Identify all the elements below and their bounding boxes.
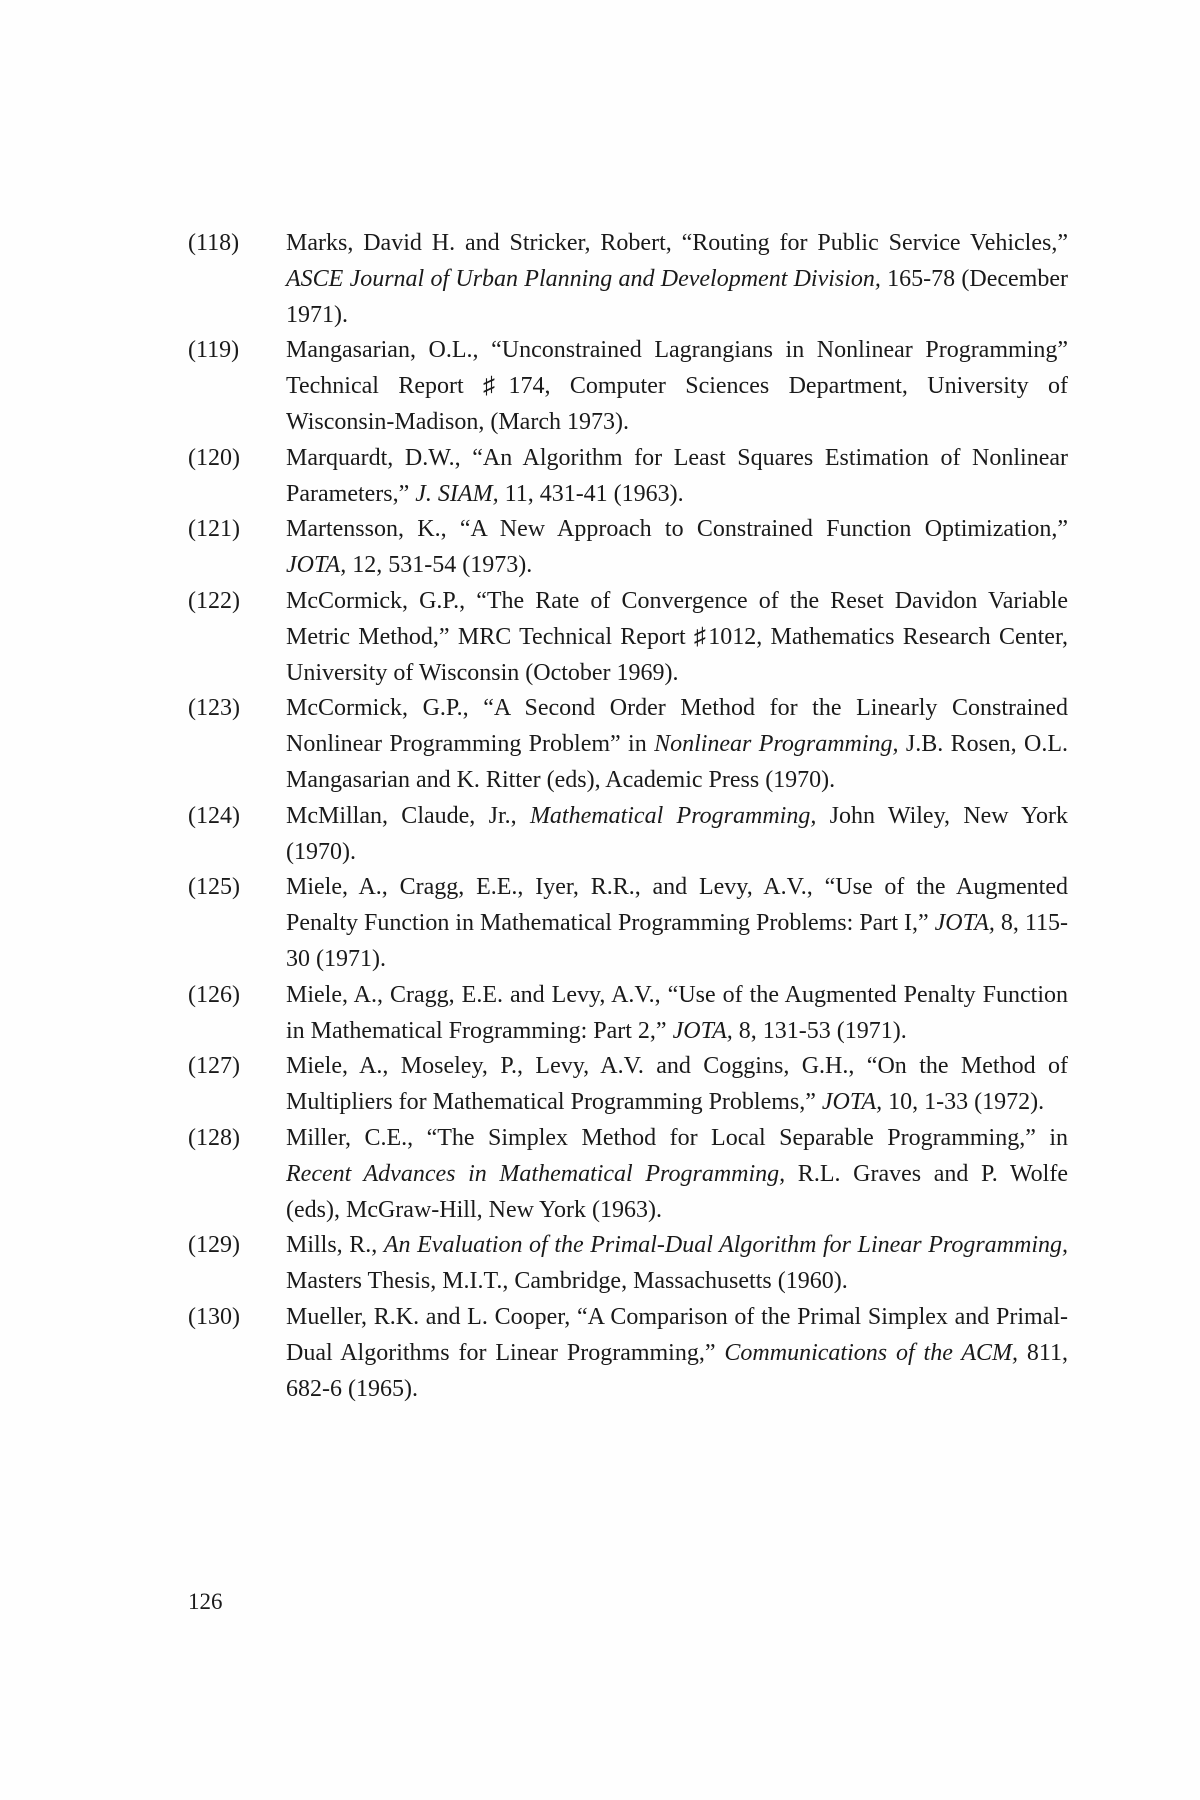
reference-text — [286, 1228, 1068, 1300]
reference-text — [286, 978, 1068, 1050]
reference-text-segment: Mills, R., — [286, 1232, 384, 1259]
reference-entry — [188, 1121, 1068, 1228]
reference-text-segment: 12, 531-54 (1973). — [346, 552, 533, 579]
reference-text-segment: Miele, A., Moseley, P., Levy, A.V. and Coggins, G.H., “On the Method of Multipliers for Mathematical Programming Problems,” — [286, 1053, 1068, 1116]
reference-text — [286, 512, 1068, 584]
reference-title-italic: Mathematical Programming, — [529, 802, 817, 829]
reference-text-segment: 11, 431-41 (1963). — [498, 480, 684, 507]
reference-title-italic: Communications of the ACM, — [724, 1339, 1018, 1366]
reference-number: (124) — [188, 802, 240, 829]
reference-entry — [188, 1049, 1068, 1121]
reference-text — [286, 584, 1068, 691]
reference-text-segment: McCormick, G.P., “A Second Order Method for the Linearly Constrained Nonlinear Programming Problem” in — [286, 695, 1068, 758]
reference-text-segment: 811, 682-6 (1965). — [286, 1339, 1068, 1402]
reference-text-segment: 10, 1-33 (1972). — [882, 1089, 1045, 1116]
reference-entry — [188, 799, 1068, 871]
reference-text-segment: McCormick, G.P., “The Rate of Convergence of the Reset Davidon Variable Metric Method,” MRC Technical Report ♯1012, Mathematics Research Center, University of Wisconsin (October 1969). — [286, 587, 1068, 686]
reference-entry — [188, 512, 1068, 584]
reference-number: (119) — [188, 337, 240, 364]
reference-text-segment: Martensson, K., “A New Approach to Constrained Function Optimization,” — [286, 516, 1068, 543]
reference-text — [286, 691, 1068, 798]
reference-list — [188, 226, 1068, 1407]
reference-entry — [188, 870, 1068, 977]
reference-text-segment: Miele, A., Cragg, E.E. and Levy, A.V., “Use of the Augmented Penalty Function in Mathematical Frogramming: Part 2,” — [286, 981, 1068, 1044]
reference-text-segment: Marquardt, D.W., “An Algorithm for Least Squares Estimation of Nonlinear Parameters,” — [286, 444, 1068, 507]
reference-text-segment: 8, 131-53 (1971). — [732, 1017, 907, 1044]
reference-text-segment: Masters Thesis, M.I.T., Cambridge, Massachusetts (1960). — [286, 1268, 848, 1295]
reference-entry — [188, 226, 1068, 333]
reference-text — [286, 1300, 1068, 1407]
reference-text — [286, 226, 1068, 333]
reference-entry — [188, 1300, 1068, 1407]
reference-title-italic: Nonlinear Programming, — [654, 731, 899, 758]
reference-entry — [188, 691, 1068, 798]
reference-entry — [188, 1228, 1068, 1300]
reference-text-segment: Miller, C.E., “The Simplex Method for Local Separable Programming,” in — [286, 1124, 1068, 1151]
reference-number: (128) — [188, 1124, 240, 1151]
reference-title-italic: An Evaluation of the Primal-Dual Algorithm for Linear Programming, — [383, 1232, 1068, 1259]
reference-text-segment: McMillan, Claude, Jr., — [286, 802, 530, 829]
reference-text — [286, 441, 1068, 513]
reference-text-segment: Mueller, R.K. and L. Cooper, “A Comparison of the Primal Simplex and Primal-Dual Algorithms for Linear Programming,” — [286, 1303, 1068, 1366]
reference-title-italic: Recent Advances in Mathematical Programming, — [286, 1160, 786, 1187]
reference-text — [286, 870, 1068, 977]
reference-text-segment: Marks, David H. and Stricker, Robert, “Routing for Public Service Vehicles,” — [286, 230, 1068, 256]
reference-entry — [188, 978, 1068, 1050]
reference-text-segment: Miele, A., Cragg, E.E., Iyer, R.R., and Levy, A.V., “Use of the Augmented Penalty Function in Mathematical Programming Problems: Part I,” — [286, 874, 1068, 937]
reference-text-segment: 8, 115-30 (1971). — [286, 910, 1068, 972]
reference-number: (123) — [188, 695, 240, 722]
reference-title-italic: JOTA, — [821, 1089, 883, 1116]
reference-text — [286, 799, 1068, 871]
reference-number: (125) — [188, 874, 240, 901]
reference-text — [286, 333, 1068, 440]
reference-text-segment: Mangasarian, O.L., “Unconstrained Lagrangians in Nonlinear Programming” Technical Report ♯174, Computer Sciences Department, University of Wisconsin-Madison, (March 1973). — [286, 337, 1068, 435]
reference-text — [286, 1121, 1068, 1228]
reference-title-italic: ASCE Journal of Urban Planning and Development Division, — [286, 265, 881, 292]
reference-number: (121) — [188, 516, 240, 543]
reference-text-segment: John Wiley, New York (1970). — [286, 802, 1068, 865]
reference-number: (126) — [188, 981, 240, 1008]
reference-number: (122) — [188, 587, 240, 614]
reference-number: (130) — [188, 1303, 240, 1330]
reference-text-segment: R.L. Graves and P. Wolfe (eds), McGraw-Hill, New York (1963). — [286, 1160, 1068, 1223]
reference-number: (127) — [188, 1053, 240, 1080]
reference-title-italic: JOTA, — [934, 910, 995, 937]
reference-entry — [188, 333, 1068, 440]
reference-entry — [188, 441, 1068, 513]
reference-text-segment: 165-78 (December 1971). — [286, 265, 1068, 328]
reference-number: (129) — [188, 1232, 240, 1259]
reference-entry — [188, 584, 1068, 691]
reference-text-segment: J.B. Rosen, O.L. Mangasarian and K. Ritter (eds), Academic Press (1970). — [286, 731, 1068, 793]
reference-number: (118) — [188, 230, 240, 256]
reference-title-italic: J. SIAM, — [415, 480, 499, 507]
reference-number: (120) — [188, 444, 240, 471]
reference-title-italic: JOTA, — [672, 1017, 733, 1044]
page-number: 126 — [188, 1589, 223, 1614]
reference-text — [286, 1049, 1068, 1121]
reference-title-italic: JOTA, — [286, 552, 347, 579]
